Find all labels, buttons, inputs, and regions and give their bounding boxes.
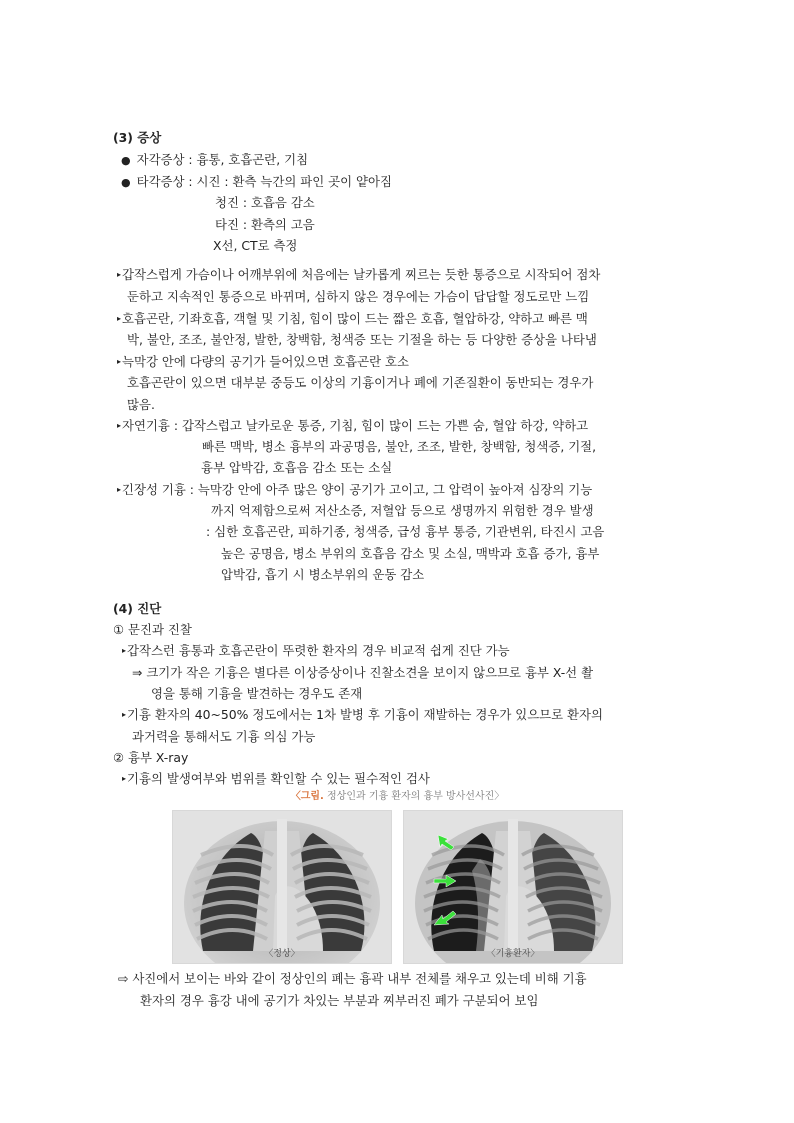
diagnosis-line: 영을 통해 기흉을 발견하는 경우도 존재 [151,686,363,701]
pneumothorax-label: 〈기흉환자〉 [486,949,540,959]
triangle-bullet-icon: ▸ [117,270,122,279]
diagnosis-line: 과거력을 통해서도 기흉 의심 가능 [132,729,316,744]
spontaneous-label: 자연기흉 : [122,418,182,433]
triangle-bullet-icon: ▸ [117,314,122,323]
triangle-bullet-icon: ▸ [117,357,122,366]
normal-chest-xray-image [172,810,392,964]
subjective-text: 흉통, 호흡곤란, 기침 [196,152,309,167]
symptom-para-line: 호흡곤란이 있으면 대부분 중등도 이상의 기흉이거나 폐에 기존질환이 동반되는 경우가 [127,375,594,390]
tension-pneumothorax-line: ▸긴장성 기흉 : 늑막강 안에 아주 많은 양이 공기가 고이고, 그 압력이 높아져 심장의 기능 [117,482,593,497]
diagnosis-line: ▸기흉 환자의 40~50% 정도에서는 1차 발병 후 기흉이 재발하는 경우가 있으므로 환자의 [122,707,603,722]
triangle-bullet-icon: ▸ [122,710,127,719]
objective-item: 시진 : 환측 늑간의 파인 곳이 얕아짐 [196,174,392,189]
bullet-dot-icon: ● [121,176,131,189]
tension-pneumothorax-line: : 심한 호흡곤란, 피하기종, 청색증, 급성 흉부 통증, 기관변위, 타진시 고음 [206,524,605,539]
spontaneous-pneumothorax-line: 빠른 맥박, 병소 흉부의 과공명음, 불안, 조조, 발한, 창백함, 청색증, 기절, [202,439,597,454]
triangle-bullet-icon: ▸ [117,421,122,430]
spontaneous-pneumothorax-line: ▸자연기흉 : 갑작스럽고 날카로운 통증, 기침, 힘이 많이 드는 가쁜 숨, 혈압 하강, 약하고 [117,418,589,433]
tension-pneumothorax-line: 압박감, 흡기 시 병소부위의 운동 감소 [221,567,425,582]
figure-caption: 〈그림. 정상인과 기흉 환자의 흉부 방사선사진〉 [290,791,505,802]
bullet-dot-icon: ● [121,154,131,167]
objective-symptoms [121,176,392,188]
section-3-heading: (3) 증상 [113,130,162,145]
symptom-para-line: 둔하고 지속적인 통증으로 바뀌며, 심하지 않은 경우에는 가슴이 답답할 정도로만 느낌 [127,289,590,304]
subjective-label: 자각증상 : [136,152,197,167]
symptom-para-line: 박, 불안, 조조, 불안정, 발한, 창백함, 청색증 또는 기절을 하는 등 다양한 증상을 나타냄 [127,332,597,347]
conclusion-line: ⇨ 사진에서 보이는 바와 같이 정상인의 폐는 흉곽 내부 전체를 채우고 있는데 비해 기흉 [118,971,587,986]
section-4-heading: (4) 진단 [113,601,162,616]
subjective-symptoms [121,154,308,166]
tension-label: 긴장성 기흉 : [122,482,198,497]
pneumothorax-chest-xray-image [403,810,623,964]
diagnosis-line: ⇒ 크기가 작은 기흉은 별다른 이상증상이나 진찰소견을 보이지 않으므로 흉부 X-선 촬 [132,665,594,680]
objective-label: 타각증상 : [136,174,197,189]
normal-label: 〈정상〉 [264,949,300,959]
chest-xray-figure [172,789,623,967]
objective-item: 타진 : 환측의 고음 [215,217,315,232]
tension-pneumothorax-line: 높은 공명음, 병소 부위의 호흡음 감소 및 소실, 맥박과 호흡 증가, 흉부 [221,546,600,561]
triangle-bullet-icon: ▸ [122,774,127,783]
spontaneous-pneumothorax-line: 흉부 압박감, 호흡음 감소 또는 소실 [201,460,393,475]
triangle-bullet-icon: ▸ [117,485,122,494]
subsection-xray-heading: ② 흉부 X-ray [113,750,189,765]
objective-item: X선, CT로 측정 [213,238,298,253]
tension-pneumothorax-line: 까지 억제함으로써 저산소증, 저혈압 등으로 생명까지 위험한 경우 발생 [211,503,594,518]
symptom-para-line: ▸갑작스럽게 가슴이나 어깨부위에 처음에는 날카롭게 찌르는 듯한 통증으로 시작되어 점차 [117,267,601,282]
symptom-para-line: ▸늑막강 안에 다량의 공기가 들어있으면 호흡곤란 호소 [117,354,409,369]
subsection-interview-heading: ① 문진과 진찰 [113,622,192,637]
triangle-bullet-icon: ▸ [122,646,127,655]
objective-item: 청진 : 호흡음 감소 [215,195,315,210]
diagnosis-line: ▸기흉의 발생여부와 범위를 확인할 수 있는 필수적인 검사 [122,771,430,786]
symptom-para-line: 많음. [127,397,155,412]
conclusion-line: 환자의 경우 흉강 내에 공기가 차있는 부분과 찌부러진 폐가 구분되어 보임 [140,993,539,1008]
symptom-para-line: ▸호흡곤란, 기좌호흡, 객혈 및 기침, 힘이 많이 드는 짧은 호흡, 혈압하강, 약하고 빠른 맥 [117,311,588,326]
diagnosis-line: ▸갑작스런 흉통과 호흡곤란이 뚜렷한 환자의 경우 비교적 쉽게 진단 가능 [122,643,510,658]
